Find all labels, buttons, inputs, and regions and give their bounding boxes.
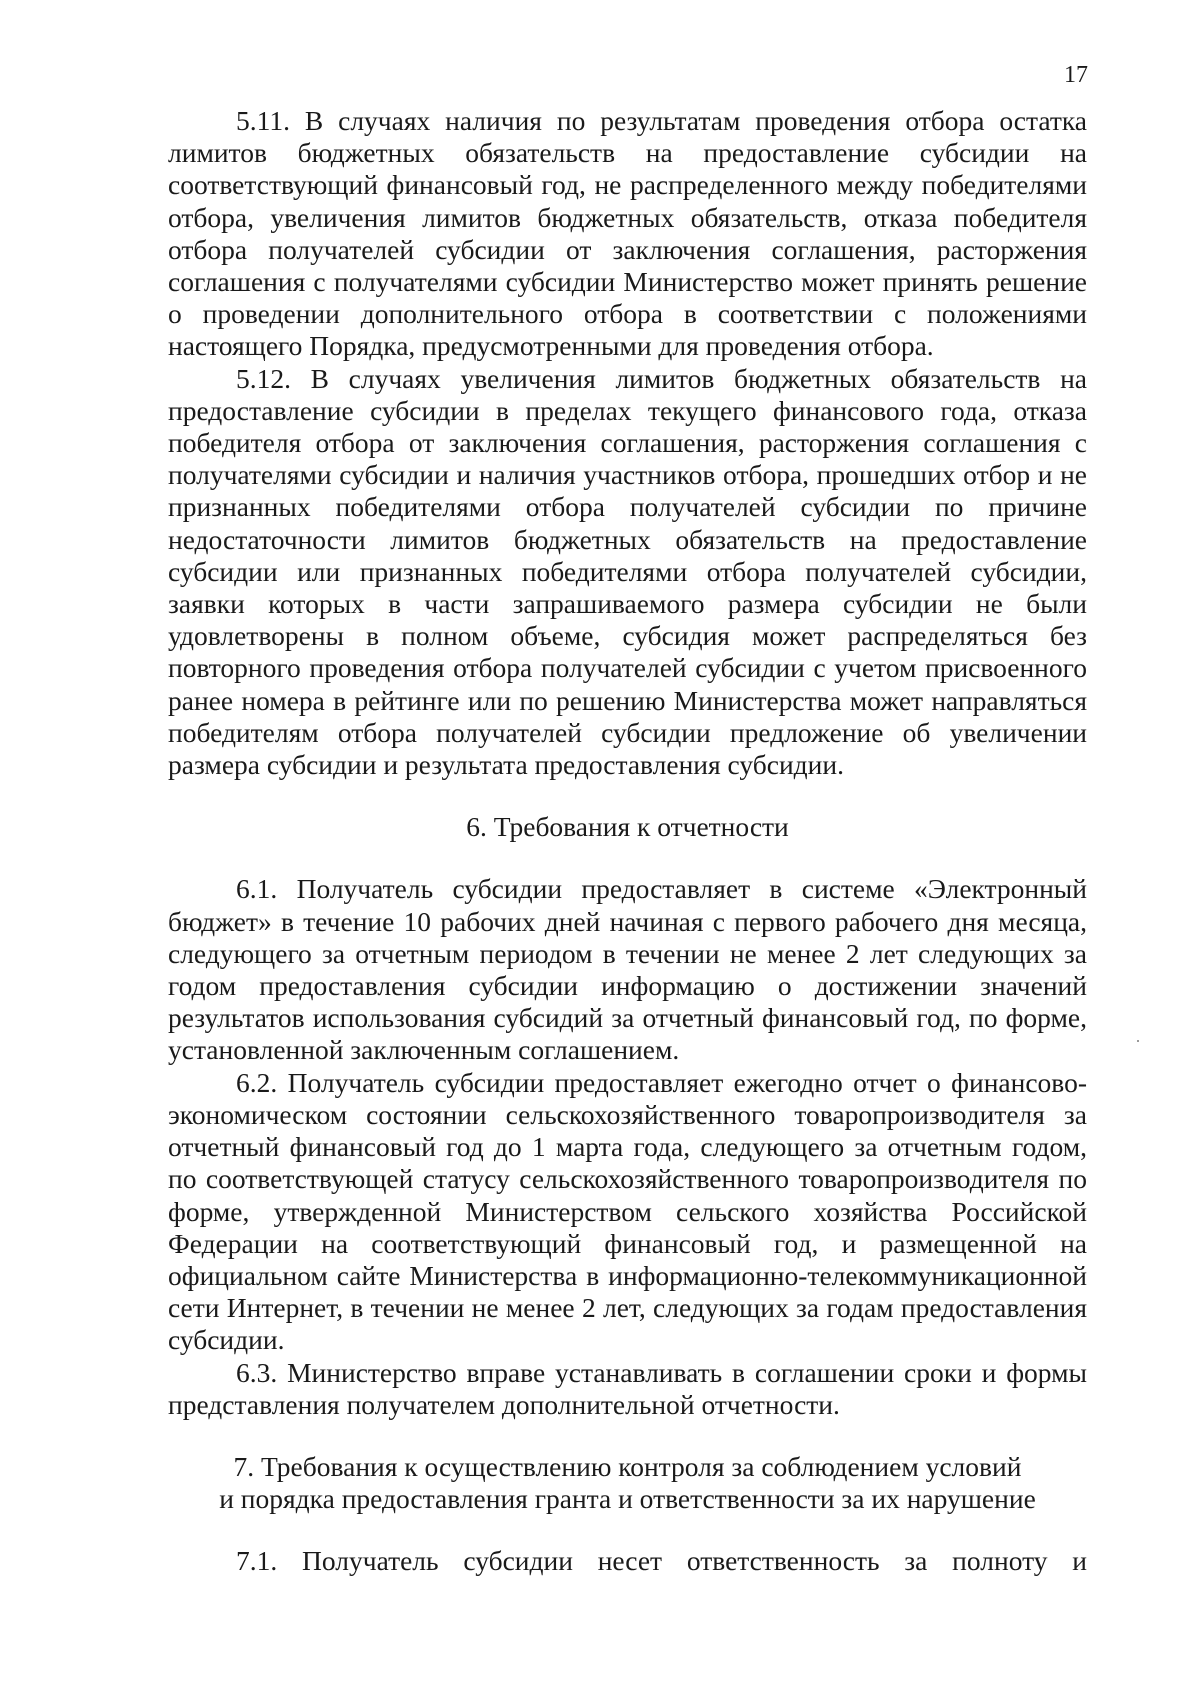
document-body (168, 105, 1087, 1578)
section-6-heading: 6. Требования к отчетности (466, 811, 789, 843)
paragraph-6-2: 6.2. Получатель субсидии предоставляет ежегодно отчет о финансово-экономическом состоянии сельскохозяйственного товаропроизводителя за отчетный финансовый год до 1 марта года, следующего за отчетным годом, по соответствующей статусу сельскохозяйственного товаропроизводителя по форме, утвержденной Министерством сельского хозяйства Российской Федерации на соответствующий финансовый год, и размещенной на официальном сайте Министерства в информационно-телекоммуникационной сети Интернет, в течении не менее 2 лет, следующих за годам предоставления субсидии. (168, 1066, 1087, 1356)
scan-speck (1137, 1040, 1139, 1042)
paragraph-5-11: 5.11. В случаях наличия по результатам проведения отбора остатка лимитов бюджетных обязательств на предоставление субсидии на соответствующий финансовый год, не распределенного между победителями отбора, увеличения лимитов бюджетных обязательств, отказа победителя отбора получателей субсидии от заключения соглашения, расторжения соглашения с получателями субсидии Министерство может принять решение о проведении дополнительного отбора в соответствии с положениями настоящего Порядка, предусмотренными для проведения отбора. (168, 105, 1087, 362)
paragraph-6-3: 6.3. Министерство вправе устанавливать в соглашении сроки и формы представления получателем дополнительной отчетности. (168, 1356, 1087, 1420)
paragraph-7-1: 7.1. Получатель субсидии несет ответственность за полноту и (236, 1545, 1087, 1577)
section-7-heading-line-1: 7. Требования к осуществлению контроля за соблюдением условий (233, 1450, 1022, 1482)
section-7-heading-line-2: и порядка предоставления гранта и ответственности за их нарушение (219, 1483, 1036, 1515)
section-7-heading (168, 1451, 1087, 1515)
paragraph-6-1: 6.1. Получатель субсидии предоставляет в системе «Электронный бюджет» в течение 10 рабочих дней начиная с первого рабочего дня месяца, следующего за отчетным периодом в течении не менее 2 лет следующих за годом предоставления субсидии информацию о достижении значений результатов использования субсидий за отчетный финансовый год, по форме, установленной заключенным соглашением. (168, 873, 1087, 1066)
paragraph-5-12: 5.12. В случаях увеличения лимитов бюджетных обязательств на предоставление субсидии в пределах текущего финансового года, отказа победителя отбора от заключения соглашения, расторжения соглашения с получателями субсидии и наличия участников отбора, прошедших отбор и не признанных победителями отбора получателей субсидии по причине недостаточности лимитов бюджетных обязательств на предоставление субсидии или признанных победителями отбора получателей субсидии, заявки которых в части запрашиваемого размера субсидии не были удовлетворены в полном объеме, субсидия может распределяться без повторного проведения отбора получателей субсидии с учетом присвоенного ранее номера в рейтинге или по решению Министерства может направляться победителям отбора получателей субсидии предложение об увеличении размера субсидии и результата предоставления субсидии. (168, 362, 1087, 781)
page-number: 17 (1064, 62, 1088, 88)
